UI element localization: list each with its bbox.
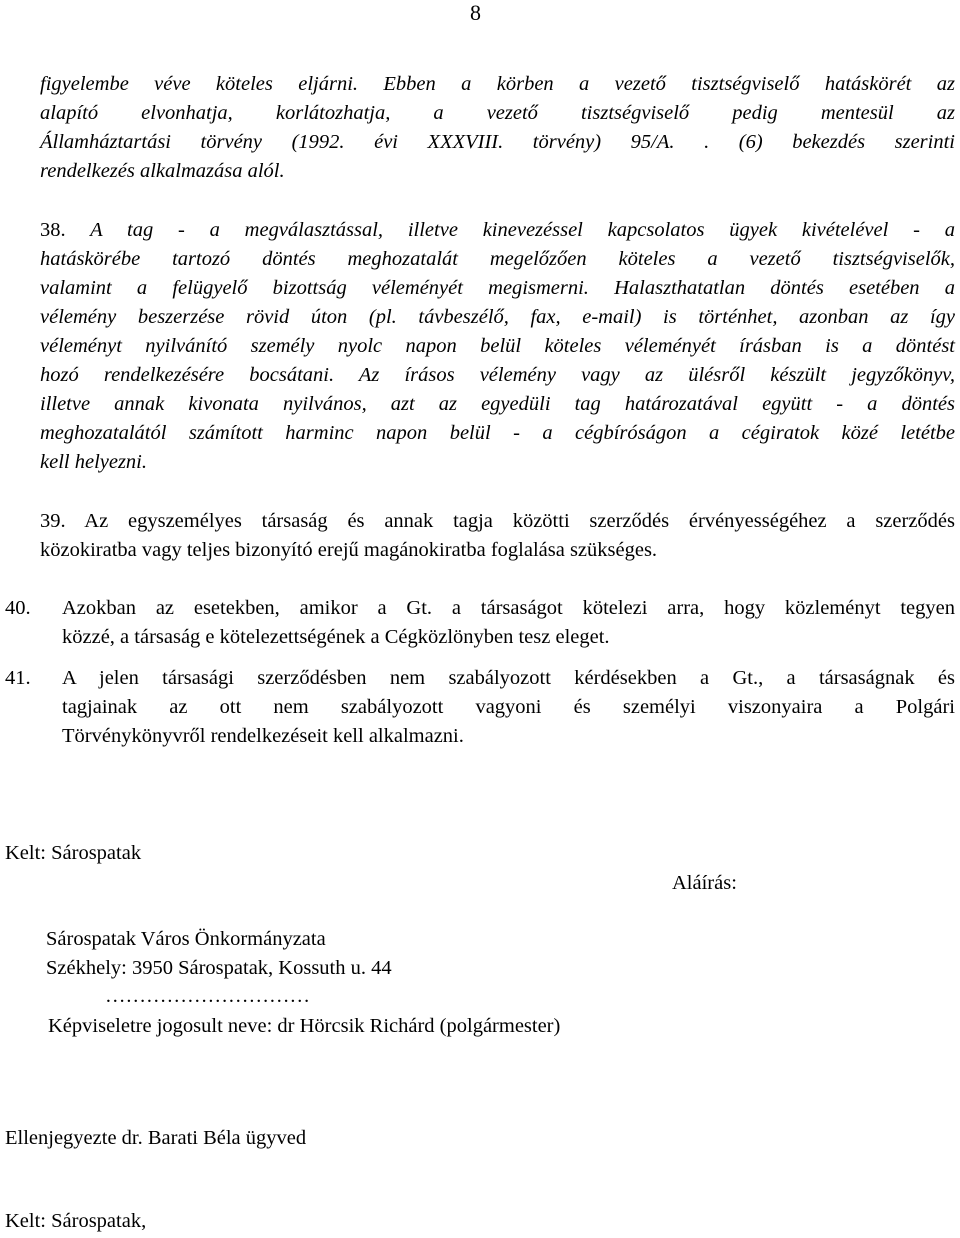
section-38 (40, 216, 955, 477)
section-38-line: valamint a felügyelő bizottság véleményét megismerni. Halaszthatatlan döntés esetében a (40, 277, 955, 299)
intro-line: figyelembe véve köteles eljárni. Ebben a körben a vezető tisztségviselő hatáskörét az (40, 73, 955, 95)
section-41 (62, 664, 955, 751)
section-38-line: meghozatalától számított harminc napon belül - a cégbíróságon a cégiratok közé letétbe (40, 422, 955, 444)
section-38-line: hatáskörébe tartozó döntés meghozatalát megelőzően köteles a vezető tisztségviselők, (40, 248, 955, 270)
signature-dots: ………………………… (105, 985, 310, 1007)
section-39-line: közokiratba vagy teljes bizonyító erejű magánokiratba foglalása szükséges. (40, 539, 658, 561)
intro-line: alapító elvonhatja, korlátozhatja, a vezető tisztségviselő pedig mentesül az (40, 102, 955, 124)
countersignature: Ellenjegyezte dr. Barati Béla ügyved (5, 1127, 307, 1149)
signature-label: Aláírás: (672, 872, 737, 894)
section-38-line: kell helyezni. (40, 451, 148, 473)
kelt-place: Kelt: Sárospatak (5, 842, 142, 864)
section-38-line: illetve annak kivonata nyilvános, azt az egyedüli tag határozatával együtt - a döntés (40, 393, 955, 415)
section-41-number: 41. (5, 667, 31, 689)
organization-seat: Székhely: 3950 Sárospatak, Kossuth u. 44 (46, 957, 392, 979)
section-39-line (40, 507, 955, 536)
section-40 (62, 594, 955, 652)
intro-line: Államháztartási törvény (1992. évi XXXVIII. törvény) 95/A. . (6) bekezdés szerinti (40, 131, 955, 153)
section-38-line: hozó rendelkezésére bocsátani. Az írásos vélemény vagy az ülésről készült jegyzőkönyv, (40, 364, 955, 386)
section-40-number: 40. (5, 597, 31, 619)
section-38-text: A tag - a megválasztással, illetve kinevezéssel kapcsolatos ügyek kivételével - a (90, 219, 955, 241)
section-41-line: Törvénykönyvről rendelkezéseit kell alkalmazni. (62, 725, 464, 747)
section-39-number: 39. (40, 510, 66, 532)
section-38-line (40, 216, 955, 245)
section-40-line: Azokban az esetekben, amikor a Gt. a társaságot kötelezi arra, hogy közleményt tegyen (62, 597, 955, 619)
section-38-line: véleményt nyilvánító személy nyolc napon belül köteles véleményét írásban is a döntést (40, 335, 955, 357)
representative-name: Képviseletre jogosult neve: dr Hörcsik Richárd (polgármester) (48, 1015, 561, 1037)
page-number: 8 (470, 0, 481, 25)
intro-paragraph (40, 70, 955, 186)
organization-name: Sárospatak Város Önkormányzata (46, 928, 326, 950)
section-41-line: tagjainak az ott nem szabályozott vagyoni és személyi viszonyaira a Polgári (62, 696, 955, 718)
section-38-number: 38. (40, 219, 66, 241)
section-39-text: Az egyszemélyes társaság és annak tagja közötti szerződés érvényességéhez a szerződés (84, 510, 955, 532)
section-40-line: közzé, a társaság e kötelezettségének a Cégközlönyben tesz eleget. (62, 626, 610, 648)
section-38-line: vélemény beszerzése rövid úton (pl. távbeszélő, fax, e-mail) is történhet, azonban az így (40, 306, 955, 328)
kelt-place-bottom: Kelt: Sárospatak, (5, 1210, 147, 1232)
section-39 (40, 507, 955, 565)
section-41-line: A jelen társasági szerződésben nem szabályozott kérdésekben a Gt., a társaságnak és (62, 667, 955, 689)
intro-line: rendelkezés alkalmazása alól. (40, 160, 285, 182)
